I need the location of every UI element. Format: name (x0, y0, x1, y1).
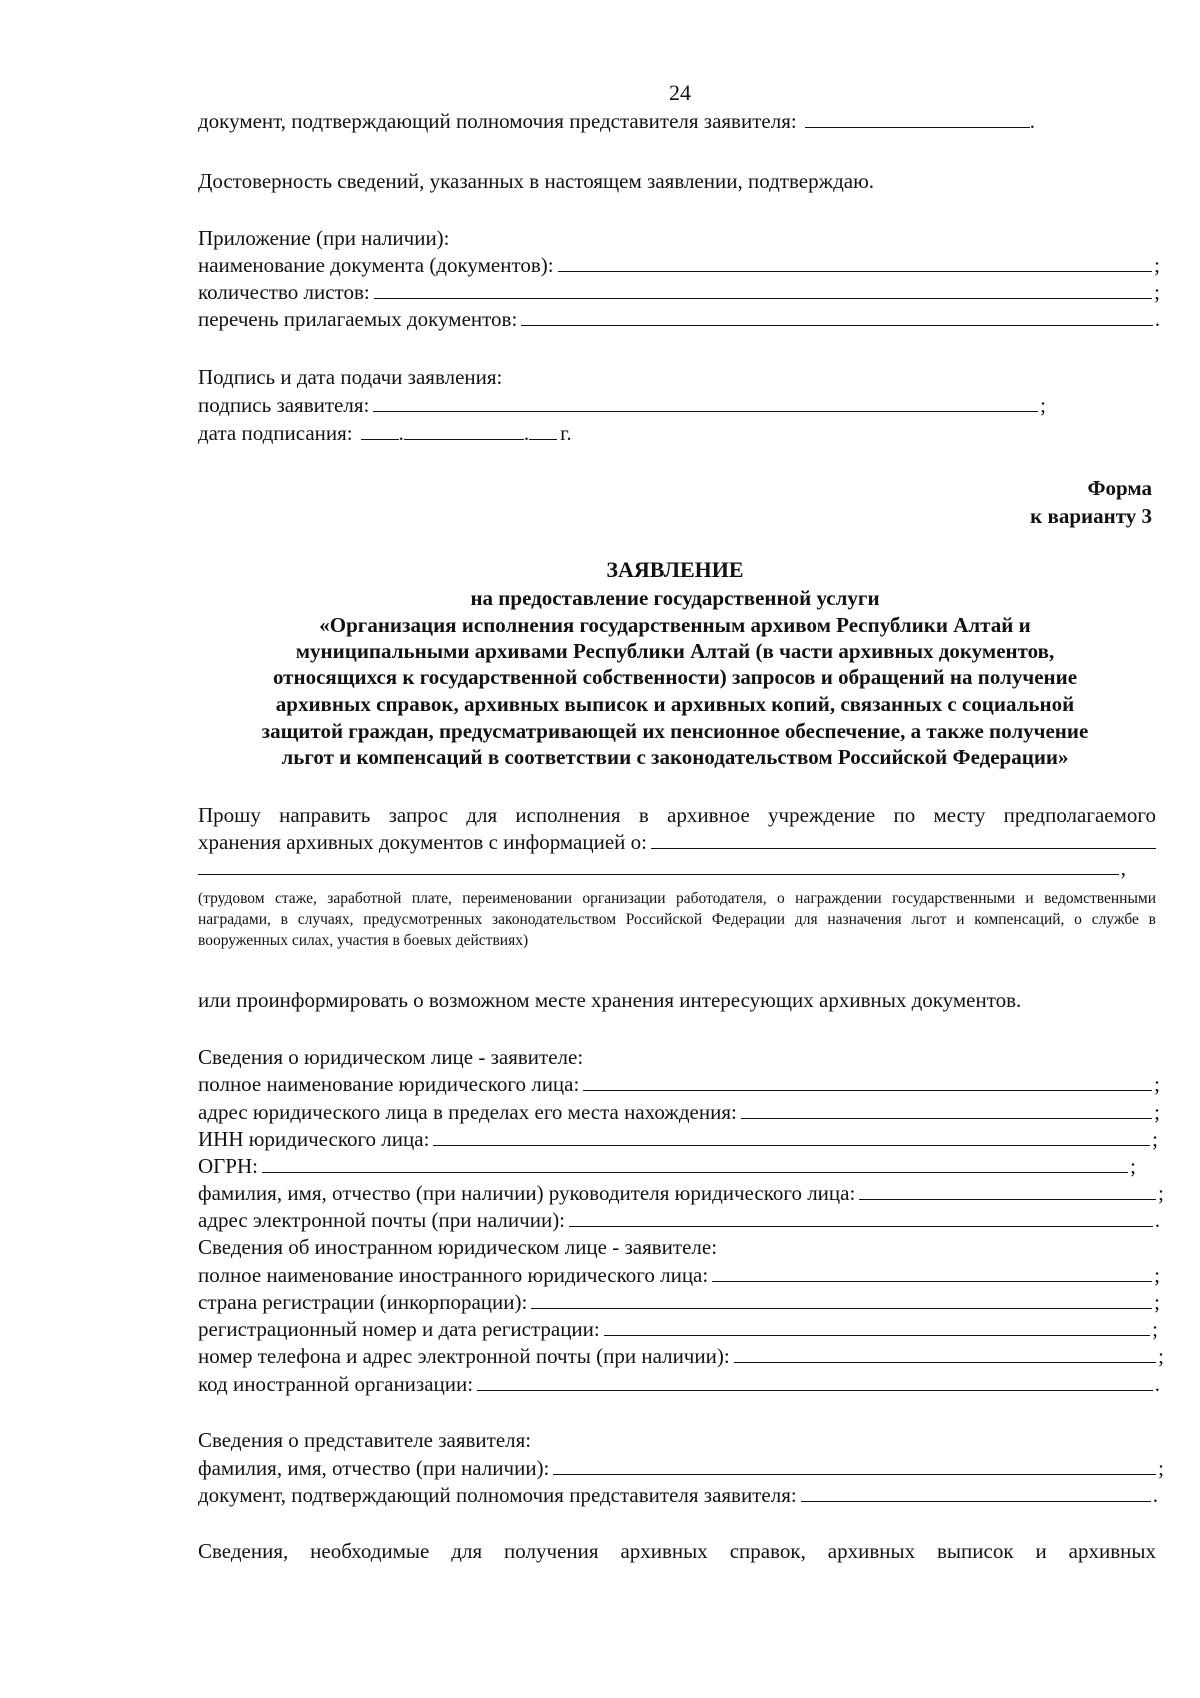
signing-date-line (198, 420, 572, 446)
document-subtitle: на предоставление государственной услуги (470, 586, 880, 610)
semicolon: ; (1154, 1263, 1160, 1287)
comma: , (1120, 856, 1126, 880)
end-dot: . (1154, 307, 1160, 331)
doc-name-field[interactable] (558, 253, 1153, 272)
semicolon: ; (1158, 1344, 1164, 1368)
ogrn-line (198, 1153, 1136, 1179)
end-dot: . (1029, 109, 1035, 133)
service-name-line: относящихся к государственной собственности) запросов и обращений на получение (272, 665, 1078, 689)
docs-list-line (198, 306, 1160, 332)
document-title: ЗАЯВЛЕНИЕ (606, 557, 744, 582)
year-suffix: г. (560, 421, 572, 445)
foreign-name-label: полное наименование иностранного юридического лица: (198, 1263, 709, 1287)
docs-list-label: перечень прилагаемых документов: (198, 307, 518, 331)
phone-email-label: номер телефона и адрес электронной почты (при наличии): (198, 1344, 730, 1368)
semicolon: ; (1130, 1154, 1136, 1178)
reg-number-label: регистрационный номер и дата регистрации: (198, 1317, 600, 1341)
request-info-label: хранения архивных документов с информацией о: (198, 830, 647, 854)
legal-email-field[interactable] (569, 1208, 1153, 1227)
service-name-line: льгот и компенсаций в соответствии с законодательством Российской Федерации» (281, 745, 1069, 769)
semicolon: ; (1154, 1100, 1160, 1124)
country-label: страна регистрации (инкорпорации): (198, 1290, 528, 1314)
request-line-1: Прошу направить запрос для исполнения в архивное учреждение по месту предполагаемого (198, 803, 1156, 827)
country-field[interactable] (531, 1290, 1152, 1309)
representative-heading: Сведения о представителе заявителя: (198, 1428, 532, 1452)
reg-number-line (198, 1316, 1158, 1342)
form-label: Форма (1087, 476, 1152, 500)
semicolon: ; (1040, 393, 1046, 417)
legal-name-label: полное наименование юридического лица: (198, 1072, 580, 1096)
inn-line (198, 1126, 1158, 1152)
request-info-field[interactable] (651, 830, 1156, 849)
end-dot: . (1154, 1372, 1160, 1396)
rep-document-field[interactable] (801, 1483, 1151, 1502)
legal-email-line (198, 1207, 1160, 1233)
ogrn-label: ОГРН: (198, 1154, 258, 1178)
foreign-name-line (198, 1262, 1160, 1288)
date-day-field[interactable] (361, 421, 399, 440)
semicolon: ; (1158, 1181, 1164, 1205)
country-line (198, 1289, 1160, 1315)
head-name-line (198, 1180, 1164, 1206)
date-separator: . (523, 421, 530, 445)
legal-address-line (198, 1099, 1160, 1125)
org-code-field[interactable] (477, 1372, 1153, 1391)
docs-list-field[interactable] (521, 307, 1152, 326)
date-month-field[interactable] (404, 421, 524, 440)
legal-email-label: адрес электронной почты (при наличии): (198, 1208, 566, 1232)
foreign-name-field[interactable] (712, 1263, 1152, 1282)
doc-name-line (198, 252, 1160, 278)
signature-heading: Подпись и дата подачи заявления: (198, 365, 503, 389)
semicolon: ; (1152, 1127, 1158, 1151)
applicant-signature-field[interactable] (373, 393, 1038, 412)
rep-name-line (198, 1455, 1164, 1481)
head-name-label: фамилия, имя, отчество (при наличии) руководителя юридического лица: (198, 1181, 856, 1205)
inn-field[interactable] (433, 1127, 1150, 1146)
semicolon: ; (1154, 253, 1160, 277)
sheets-count-label: количество листов: (198, 280, 370, 304)
semicolon: ; (1152, 1317, 1158, 1341)
representative-doc-label: документ, подтверждающий полномочия представителя заявителя: (198, 109, 797, 133)
head-name-field[interactable] (859, 1181, 1156, 1200)
representative-doc-line (198, 108, 1158, 134)
end-dot: . (1154, 1208, 1160, 1232)
inform-option: или проинформировать о возможном месте хранения интересующих архивных документов. (198, 988, 1022, 1012)
representative-doc-field[interactable] (805, 109, 1030, 128)
form-variant-label: к варианту 3 (1030, 504, 1152, 528)
legal-entity-heading: Сведения о юридическом лице - заявителе: (198, 1045, 584, 1069)
ogrn-field[interactable] (262, 1154, 1128, 1173)
request-info-field-continued[interactable] (198, 856, 1119, 875)
inn-label: ИНН юридического лица: (198, 1127, 430, 1151)
service-name-line: защитой граждан, предусматривающей их пенсионное обеспечение, а также получение (261, 719, 1089, 743)
signing-date-label: дата подписания: (198, 421, 353, 445)
service-name-line: «Организация исполнения государственным архивом Республики Алтай и (319, 613, 1031, 637)
page-number: 24 (669, 80, 691, 105)
foreign-entity-heading: Сведения об иностранном юридическом лице - заявителе: (198, 1235, 718, 1259)
legal-name-line (198, 1071, 1160, 1097)
semicolon: ; (1158, 1456, 1164, 1480)
rep-document-line (198, 1482, 1158, 1508)
rep-name-label: фамилия, имя, отчество (при наличии): (198, 1456, 550, 1480)
request-info-line-2 (198, 855, 1126, 881)
sheets-count-line (198, 279, 1160, 305)
legal-address-label: адрес юридического лица в пределах его места нахождения: (198, 1100, 737, 1124)
request-info-line (198, 829, 1158, 855)
org-code-label: код иностранной организации: (198, 1372, 474, 1396)
sheets-count-field[interactable] (374, 280, 1152, 299)
semicolon: ; (1154, 280, 1160, 304)
info-required-line: Сведения, необходимые для получения архивных справок, архивных выписок и архивных (198, 1539, 1156, 1563)
rep-document-label: документ, подтверждающий полномочия представителя заявителя: (198, 1483, 797, 1507)
applicant-signature-label: подпись заявителя: (198, 393, 370, 417)
applicant-signature-line (198, 392, 1046, 418)
date-separator: . (398, 421, 404, 445)
semicolon: ; (1154, 1290, 1160, 1314)
end-dot: . (1152, 1483, 1158, 1507)
org-code-line (198, 1371, 1160, 1397)
request-info-hint: (трудовом стаже, заработной плате, переименовании организации работодателя, о награждении государственными и ведомственными наградами, в случаях, предусмотренных законодательством Российской Федерации для назначения льгот и компенсаций, о службе в вооруженных силах, участия в боевых действиях) (198, 890, 1156, 949)
semicolon: ; (1154, 1072, 1160, 1096)
service-name-line: муниципальными архивами Республики Алтай (в части архивных документов, (295, 639, 1055, 663)
phone-email-line (198, 1343, 1164, 1369)
rep-name-field[interactable] (553, 1456, 1156, 1475)
phone-email-field[interactable] (734, 1344, 1156, 1363)
reg-number-field[interactable] (604, 1317, 1150, 1336)
legal-name-field[interactable] (583, 1072, 1152, 1091)
service-name-line: архивных справок, архивных выписок и архивных копий, связанных с социальной (275, 692, 1075, 716)
appendix-heading: Приложение (при наличии): (198, 226, 450, 250)
doc-name-label: наименование документа (документов): (198, 253, 554, 277)
legal-address-field[interactable] (741, 1100, 1152, 1119)
reliability-statement: Достоверность сведений, указанных в настоящем заявлении, подтверждаю. (198, 169, 875, 193)
date-year-field[interactable] (529, 421, 557, 440)
